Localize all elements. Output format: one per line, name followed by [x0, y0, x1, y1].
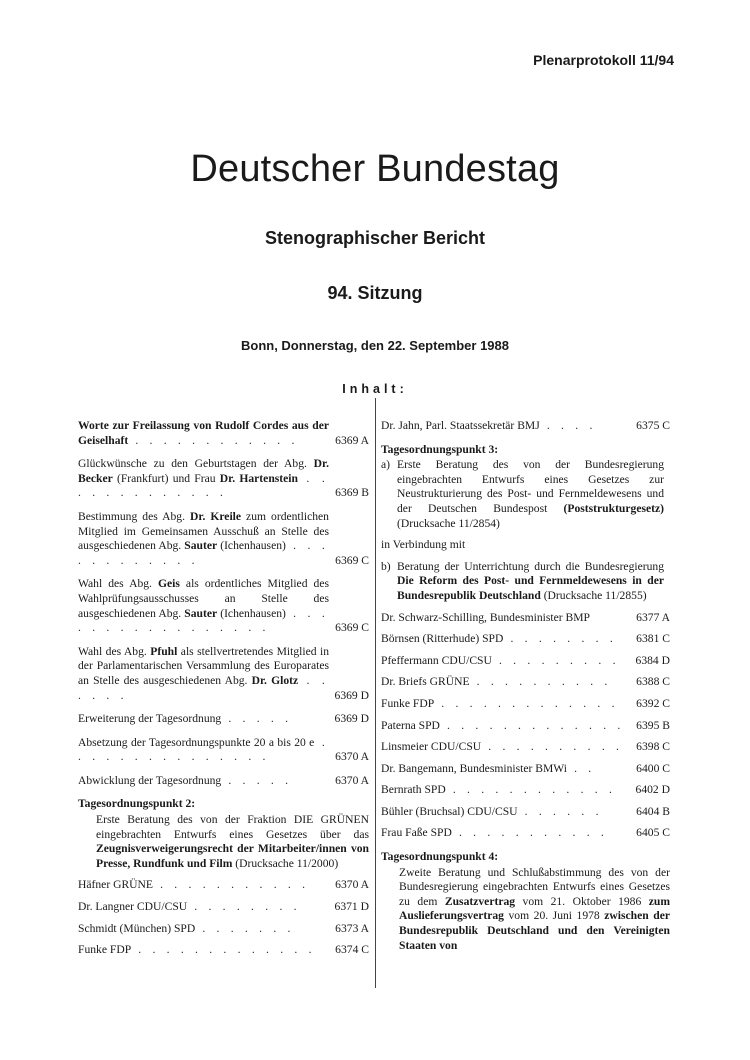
- speaker-entry[interactable]: [381, 632, 670, 647]
- contents-entry[interactable]: [78, 510, 369, 568]
- entry-text: Erweiterung der Tagesordnung: [78, 712, 222, 726]
- person-name: Dr. Kreile: [189, 509, 242, 523]
- page-ref: 6369 D: [334, 688, 369, 702]
- agenda-item-description: Zweite Beratung und Schlußabstimmung des von der Bundesregierung eingebrachten Entwurfs eines Gesetzes zu dem Zusatzvertrag vom 21. Oktober 1986 zum Auslieferungsvertrag vom 20. Juni 1978 zwischen der Bundesrepublik Deutschland und den Vereinigten Staaten von: [399, 865, 671, 952]
- speaker-entry[interactable]: [381, 783, 670, 798]
- treaty-parties: zwischen der Bundesrepublik Deutschland und den Vereinigten Staaten von: [399, 909, 670, 952]
- entry-text: Wahl des Abg.: [78, 577, 158, 591]
- leader-dots: . . . . . . . . . . .: [451, 826, 609, 840]
- connector-text: in Verbindung mit: [381, 538, 466, 552]
- page-ref: 6375 C: [636, 419, 670, 432]
- page-ref: 6371 D: [334, 900, 369, 914]
- agenda-item-heading: Tagesordnungspunkt 2:: [78, 797, 196, 811]
- page-ref: 6381 C: [636, 632, 670, 646]
- speaker-name: Frau Faße SPD: [381, 826, 452, 840]
- page-ref: 6374 C: [335, 943, 369, 957]
- page-ref: 6369 C: [335, 621, 369, 635]
- speaker-name: Dr. Schwarz-Schilling, Bundesminister BMP: [381, 610, 590, 624]
- speaker-entry[interactable]: [381, 719, 670, 734]
- entry-text: als ordentliches Mitglied des Wahlprüfungsausschusses an Stelle des ausgeschiedenen Abg.: [78, 577, 329, 620]
- entry-text: (Ichenhausen): [217, 539, 286, 553]
- agenda-subitem: a) Erste Beratung des von der Bundesregierung eingebrachten Entwurfs eines Gesetzes zur Neustrukturierung des Post- und Fernmeldewesens und der Deutschen Bundespost (Poststrukturgesetz) (Drucksache 11/2854): [381, 458, 664, 530]
- speaker-entry[interactable]: [381, 740, 670, 755]
- entry-text: Absetzung der Tagesordnungspunkte 20 a bis 20 e: [78, 735, 315, 749]
- leader-dots: . . . . . . .: [195, 921, 295, 935]
- entry-text: (Frankfurt) und Frau: [112, 471, 220, 485]
- speaker-entry[interactable]: [381, 611, 670, 626]
- page-title: Deutscher Bundestag: [190, 148, 560, 190]
- protocol-reference: Plenarprotokoll 11/94: [533, 52, 674, 68]
- speaker-name: Linsmeier CDU/CSU: [381, 740, 482, 754]
- speaker-entry[interactable]: [78, 922, 369, 937]
- page-ref: 6369 A: [335, 433, 369, 447]
- leader-dots: . . . . .: [221, 773, 293, 787]
- entry-text: (Ichenhausen): [217, 606, 286, 620]
- leader-dots: . . . . . . . . . . . . . . . . .: [78, 606, 330, 635]
- leader-dots: . . . . . . . . . . . . . . .: [78, 735, 329, 764]
- speaker-entry[interactable]: [381, 805, 670, 820]
- agenda-item-description: Erste Beratung des von der Fraktion DIE GRÜNEN eingebrachten Entwurfs eines Gesetzes über das Zeugnisverweigerungsrecht der Mitarbeiter/innen von Presse, Rundfunk und Film (Drucksache 11/2000): [96, 813, 369, 870]
- leader-dots: . . . . . . . . . . . . .: [131, 943, 316, 957]
- page-ref: 6370 A: [335, 750, 369, 764]
- speaker-entry[interactable]: [381, 419, 670, 434]
- entry-text: Glückwünsche zu den Geburtstagen der Abg.: [78, 457, 314, 471]
- dateline: Bonn, Donnerstag, den 22. September 1988: [240, 338, 510, 353]
- speaker-name: Häfner GRÜNE: [78, 878, 154, 892]
- bill-title: (Poststrukturgesetz): [563, 501, 664, 515]
- page-ref: 6402 D: [635, 783, 670, 797]
- contents-entry[interactable]: [78, 712, 369, 727]
- agenda-subitem: b) Beratung der Unterrichtung durch die Bundesregierung Die Reform des Post- und Fernmeldewesens in der Bundesrepublik Deutschland (Drucksache 11/2855): [381, 559, 664, 602]
- leader-dots: . . . . .: [221, 712, 293, 726]
- speaker-name: Funke FDP: [381, 696, 435, 710]
- leader-dots: . . . . . .: [517, 804, 603, 818]
- leader-dots: . . . . . . . .: [503, 632, 617, 646]
- speaker-name: Börnsen (Ritterhude) SPD: [381, 632, 504, 646]
- speaker-name: Paterna SPD: [381, 718, 440, 732]
- page-ref: 6377 A: [636, 610, 670, 624]
- entry-text: Wahl des Abg.: [78, 644, 151, 658]
- contents-entry[interactable]: [78, 645, 369, 703]
- person-name: Dr. Becker: [78, 457, 329, 485]
- session-number: 94. Sitzung: [327, 283, 423, 303]
- column-divider: [375, 398, 376, 988]
- contents-entry[interactable]: [78, 419, 369, 448]
- leader-dots: . . . . . .: [78, 673, 329, 702]
- entry-text: zum ordentlichen Mitglied im Gemeinsamen Ausschuß an Stelle des ausgeschiedenen Abg.: [78, 509, 329, 553]
- page-ref: 6369 D: [334, 712, 369, 726]
- speaker-name: Bernrath SPD: [381, 783, 446, 797]
- leader-dots: . . . . . . . . . . . .: [128, 433, 299, 447]
- leader-dots: . . . . . . . . . . . . .: [439, 718, 625, 732]
- bill-title: Zeugnisverweigerungsrecht der Mitarbeiter/innen von Presse, Rundfunk und Film: [96, 842, 369, 870]
- entry-text: Abwicklung der Tagesordnung: [78, 773, 222, 787]
- contents-entry[interactable]: [78, 774, 369, 789]
- leader-dots: . . . . . . . . . .: [469, 675, 612, 689]
- contents-right-column: [381, 419, 670, 953]
- person-name: Dr. Glotz: [251, 673, 299, 687]
- contents-entry[interactable]: [78, 457, 369, 501]
- entry-text: Bestimmung des Abg.: [78, 509, 190, 523]
- entry-text: als stellvertretendes Mitglied in der Parlamentarischen Versammlung des Europarates an Stelle des ausgeschiedenen Abg.: [78, 644, 329, 687]
- page-ref: 6369 C: [335, 553, 369, 567]
- contents-entry[interactable]: [78, 577, 369, 635]
- page-ref: 6404 B: [636, 804, 670, 818]
- page-ref: 6369 B: [335, 486, 369, 500]
- leader-dots: . .: [566, 761, 596, 775]
- treaty-title: Zusatzvertrag: [444, 894, 516, 908]
- leader-dots: . . . . . . . . . . . . .: [78, 471, 329, 500]
- page-ref: 6395 B: [636, 718, 670, 732]
- page-ref: 6392 C: [636, 696, 670, 710]
- speaker-name: Dr. Briefs GRÜNE: [381, 675, 470, 689]
- agenda-item-heading: Tagesordnungspunkt 4:: [381, 850, 499, 864]
- person-name: Dr. Hartenstein: [219, 471, 298, 485]
- speaker-name: Dr. Langner CDU/CSU: [78, 900, 188, 914]
- speaker-name: Dr. Bangemann, Bundesminister BMWi: [381, 761, 567, 775]
- speaker-entry[interactable]: [381, 826, 670, 841]
- entry-text: Worte zur Freilassung von Rudolf Cordes aus der Geiselhaft: [78, 419, 329, 447]
- subitem-label: a): [381, 458, 391, 472]
- leader-dots: . . . . . . . .: [187, 900, 301, 914]
- leader-dots: . . . . . . . . . .: [481, 740, 624, 754]
- page-ref: 6384 D: [635, 653, 670, 667]
- report-subtitle: Stenographischer Bericht: [264, 228, 486, 248]
- leader-dots: . . . .: [539, 419, 597, 432]
- speaker-entry[interactable]: [78, 943, 369, 958]
- leader-dots: . . . . . . . . .: [491, 653, 620, 667]
- speaker-entry[interactable]: [381, 762, 670, 777]
- speaker-name: Pfeffermann CDU/CSU: [381, 653, 492, 667]
- page-ref: 6398 C: [636, 740, 670, 754]
- page-ref: 6405 C: [636, 826, 670, 840]
- speaker-entry[interactable]: [78, 878, 369, 893]
- subitem-label: b): [381, 559, 391, 573]
- speaker-name: Funke FDP: [78, 943, 132, 957]
- page-ref: 6370 A: [335, 878, 369, 892]
- contents-left-column: [78, 419, 369, 965]
- speaker-entry[interactable]: [381, 697, 670, 712]
- speaker-name: Schmidt (München) SPD: [78, 921, 196, 935]
- contents-entry[interactable]: [78, 736, 369, 765]
- leader-dots: . . . . . . . . . . . .: [445, 783, 617, 797]
- page-ref: 6373 A: [335, 921, 369, 935]
- person-name: Pfuhl: [150, 644, 178, 658]
- page-ref: 6400 C: [636, 761, 670, 775]
- person-name: Sauter: [184, 539, 218, 553]
- leader-dots: . . . . . . . . . . .: [153, 878, 310, 892]
- speaker-entry[interactable]: [78, 900, 369, 915]
- contents-label: Inhalt:: [342, 382, 408, 396]
- report-title: Die Reform des Post- und Fernmeldewesens in der Bundesrepublik Deutschland: [397, 574, 664, 602]
- agenda-item-heading: Tagesordnungspunkt 3:: [381, 442, 499, 456]
- page-ref: 6388 C: [636, 675, 670, 689]
- speaker-name: Bühler (Bruchsal) CDU/CSU: [381, 804, 518, 818]
- leader-dots: . . . . . . . . . . . .: [78, 539, 330, 567]
- speaker-entry[interactable]: [381, 654, 670, 669]
- treaty-title: zum Auslieferungsvertrag: [399, 894, 671, 923]
- person-name: Sauter: [184, 606, 218, 620]
- speaker-name: Dr. Jahn, Parl. Staatssekretär BMJ: [381, 419, 540, 432]
- leader-dots: . . . . . . . . . . . . .: [434, 696, 619, 710]
- page-ref: 6370 A: [335, 773, 369, 787]
- person-name: Geis: [157, 577, 180, 591]
- speaker-entry[interactable]: [381, 675, 670, 690]
